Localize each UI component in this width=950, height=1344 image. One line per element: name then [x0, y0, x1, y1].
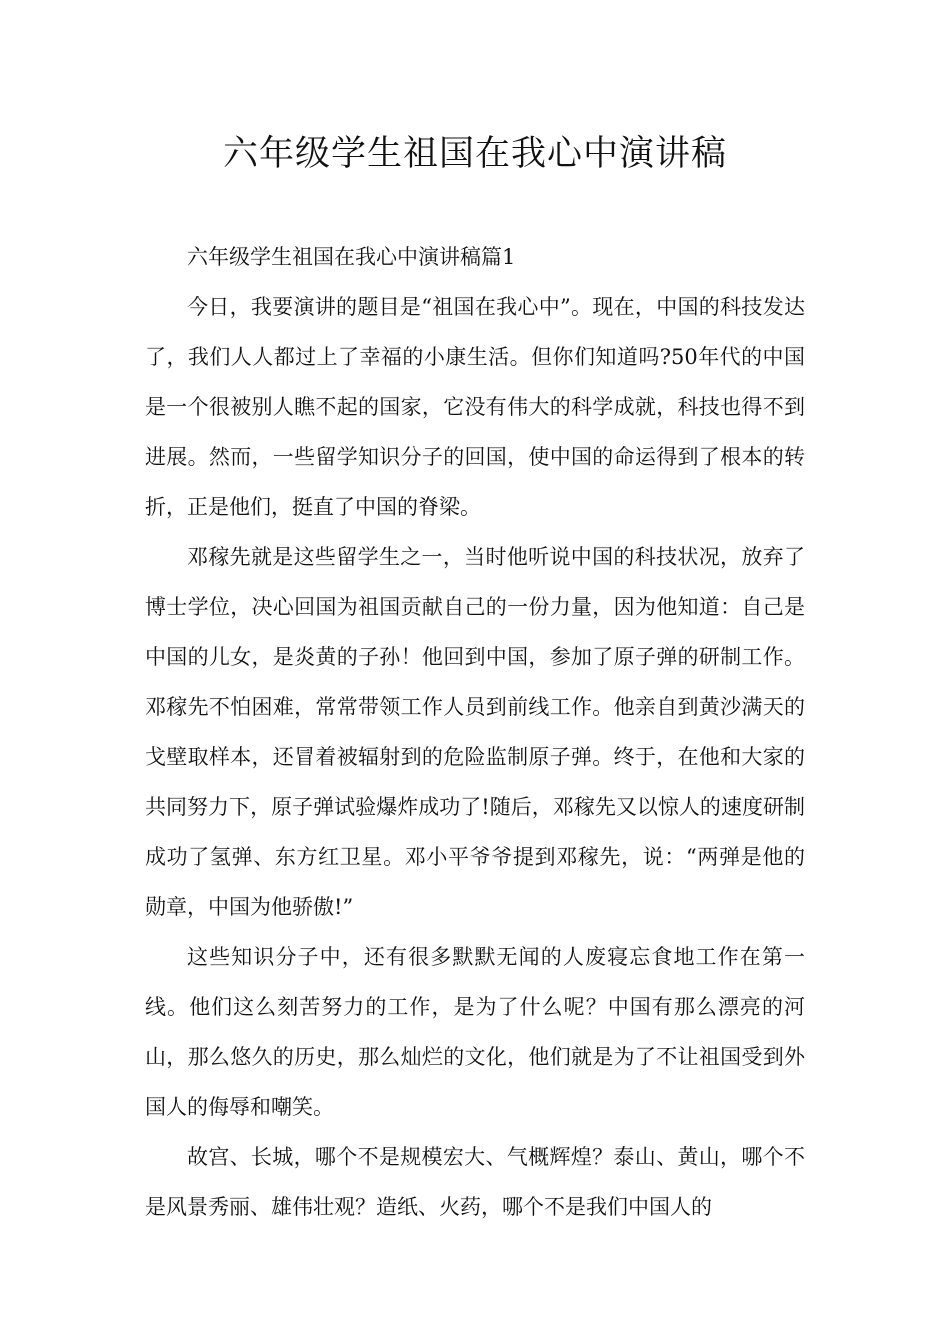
page-title: 六年级学生祖国在我心中演讲稿 — [222, 134, 727, 174]
paragraph: 邓稼先就是这些留学生之一，当时他听说中国的科技状况，放弃了博士学位，决心回国为祖国贡献自己的一份力量，因为他知道：自己是中国的儿女，是炎黄的子孙！他回到中国，参加了原子弹的研制工作。邓稼先不怕困难，常常带领工作人员到前线工作。他亲自到黄沙满天的戈壁取样本，还冒着被辐射到的危险监制原子弹。终于，在他和大家的共同努力下，原子弹试验爆炸成功了!随后，邓稼先又以惊人的速度研制成功了氢弹、东方红卫星。邓小平爷爷提到邓稼先，说：“两弹是他的勋章，中国为他骄傲!” — [145, 545, 805, 919]
paragraph: 故宫、长城，哪个不是规模宏大、气概辉煌？泰山、黄山，哪个不是风景秀丽、雄伟壮观？造纸、火药，哪个不是我们中国人的 — [145, 1145, 805, 1219]
document-body — [145, 232, 805, 1232]
paragraph: 今日，我要演讲的题目是“祖国在我心中”。现在，中国的科技发达了，我们人人都过上了幸福的小康生活。但你们知道吗?50年代的中国是一个很被别人瞧不起的国家，它没有伟大的科学成就，科技也得不到进展。然而，一些留学知识分子的回国，使中国的命运得到了根本的转折，正是他们，挺直了中国的脊梁。 — [145, 295, 805, 519]
paragraph: 这些知识分子中，还有很多默默无闻的人废寝忘食地工作在第一线。他们这么刻苦努力的工作，是为了什么呢？中国有那么漂亮的河山，那么悠久的历史，那么灿烂的文化，他们就是为了不让祖国受到外国人的侮辱和嘲笑。 — [145, 945, 805, 1119]
section-heading: 六年级学生祖国在我心中演讲稿篇1 — [187, 245, 516, 269]
